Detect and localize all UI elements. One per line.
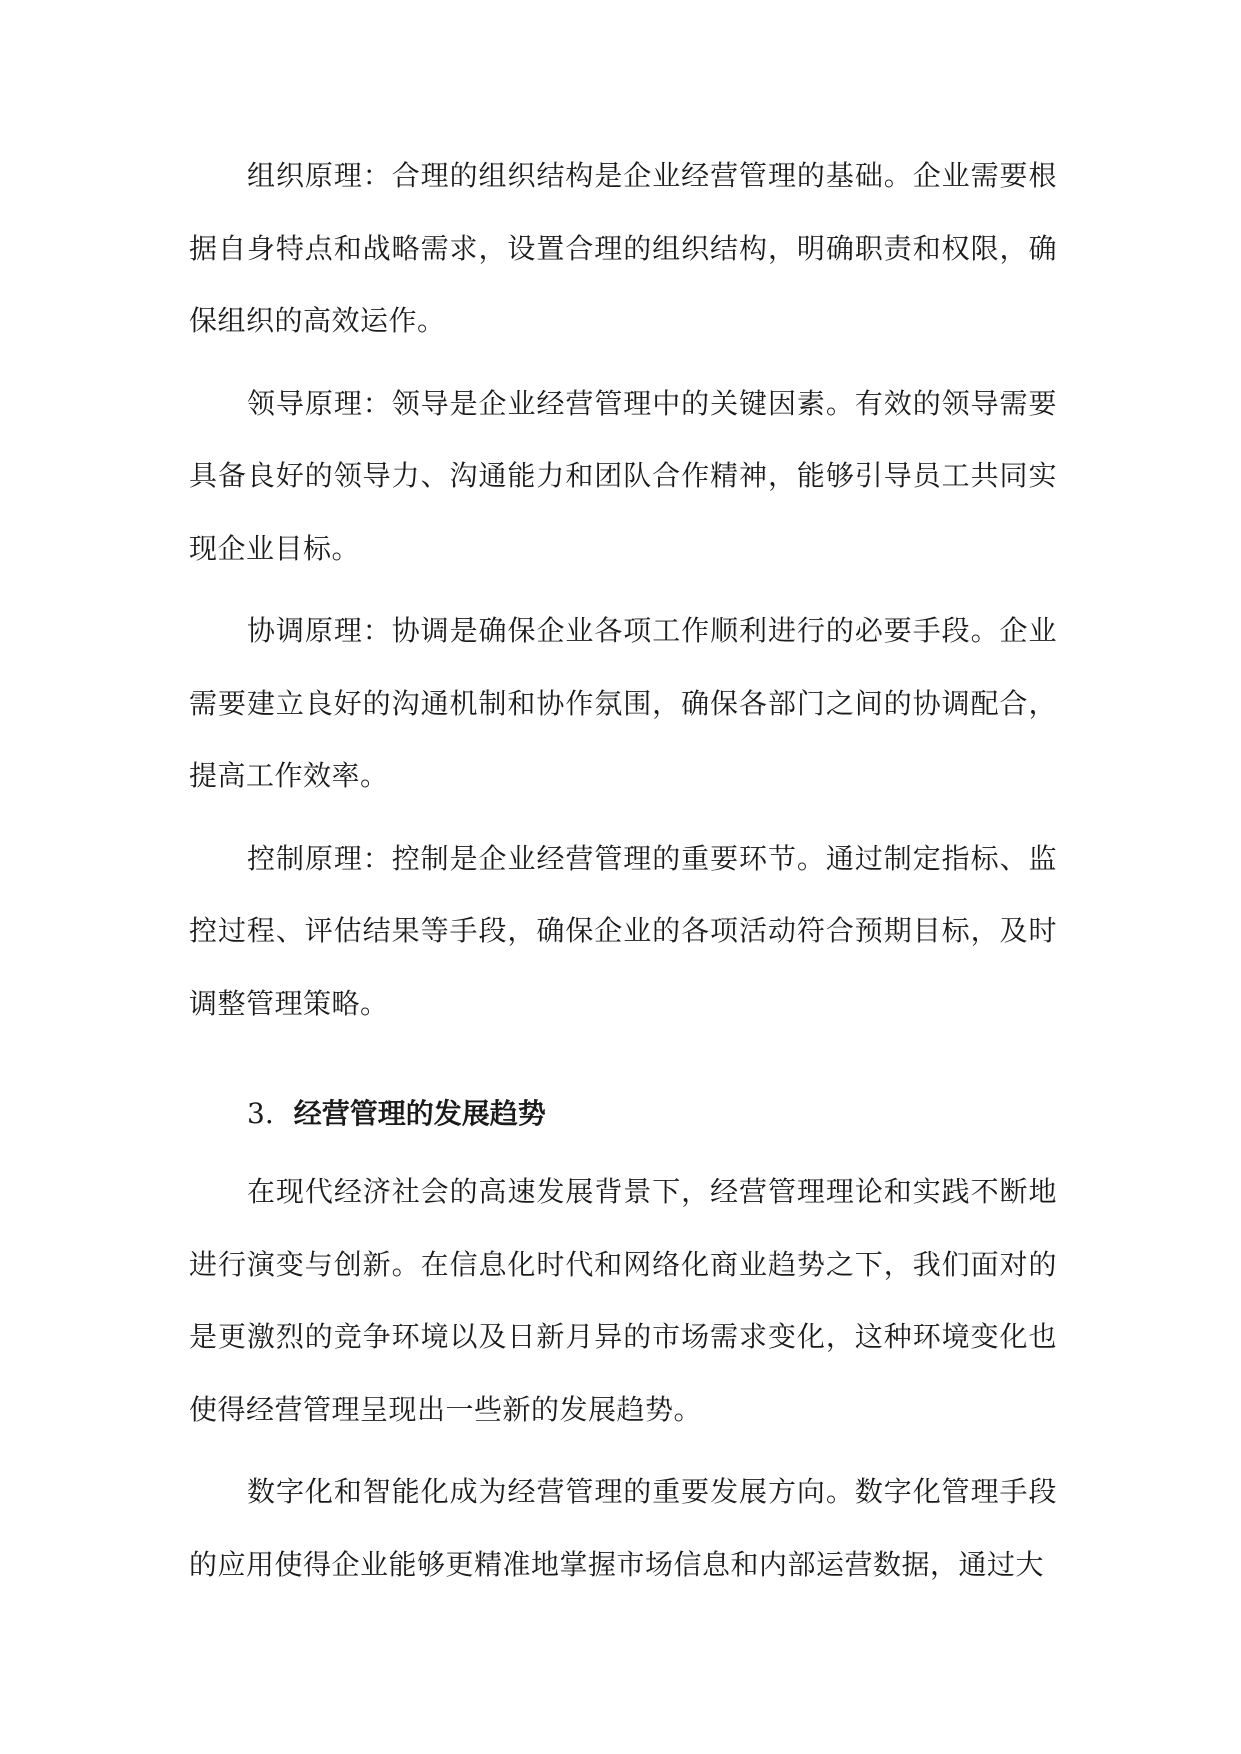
section-heading <box>189 1078 1057 1150</box>
paragraph-development-background: 在现代经济社会的高速发展背景下，经营管理理论和实践不断地进行演变与创新。在信息化时代和网络化商业趋势之下，我们面对的是更激烈的竞争环境以及日新月异的市场需求变化，这种环境变化也使得经营管理呈现出一些新的发展趋势。 <box>189 1175 1057 1426</box>
section-title: 经营管理的发展趋势 <box>293 1097 546 1130</box>
paragraph-organization-principle: 组织原理：合理的组织结构是企业经营管理的基础。企业需要根据自身特点和战略需求，设置合理的组织结构，明确职责和权限，确保组织的高效运作。 <box>189 159 1057 337</box>
document-page <box>189 140 1057 1601</box>
paragraph-coordination-principle: 协调原理：协调是确保企业各项工作顺利进行的必要手段。企业需要建立良好的沟通机制和协作氛围，确保各部门之间的协调配合，提高工作效率。 <box>189 614 1057 792</box>
paragraph-digitalization-trend: 数字化和智能化成为经营管理的重要发展方向。数字化管理手段的应用使得企业能够更精准地掌握市场信息和内部运营数据，通过大 <box>189 1475 1057 1581</box>
paragraph-control-principle: 控制原理：控制是企业经营管理的重要环节。通过制定指标、监控过程、评估结果等手段，确保企业的各项活动符合预期目标，及时调整管理策略。 <box>189 841 1057 1020</box>
paragraph-leadership-principle: 领导原理：领导是企业经营管理中的关键因素。有效的领导需要具备良好的领导力、沟通能力和团队合作精神，能够引导员工共同实现企业目标。 <box>189 386 1057 565</box>
section-number: 3. <box>247 1097 274 1130</box>
